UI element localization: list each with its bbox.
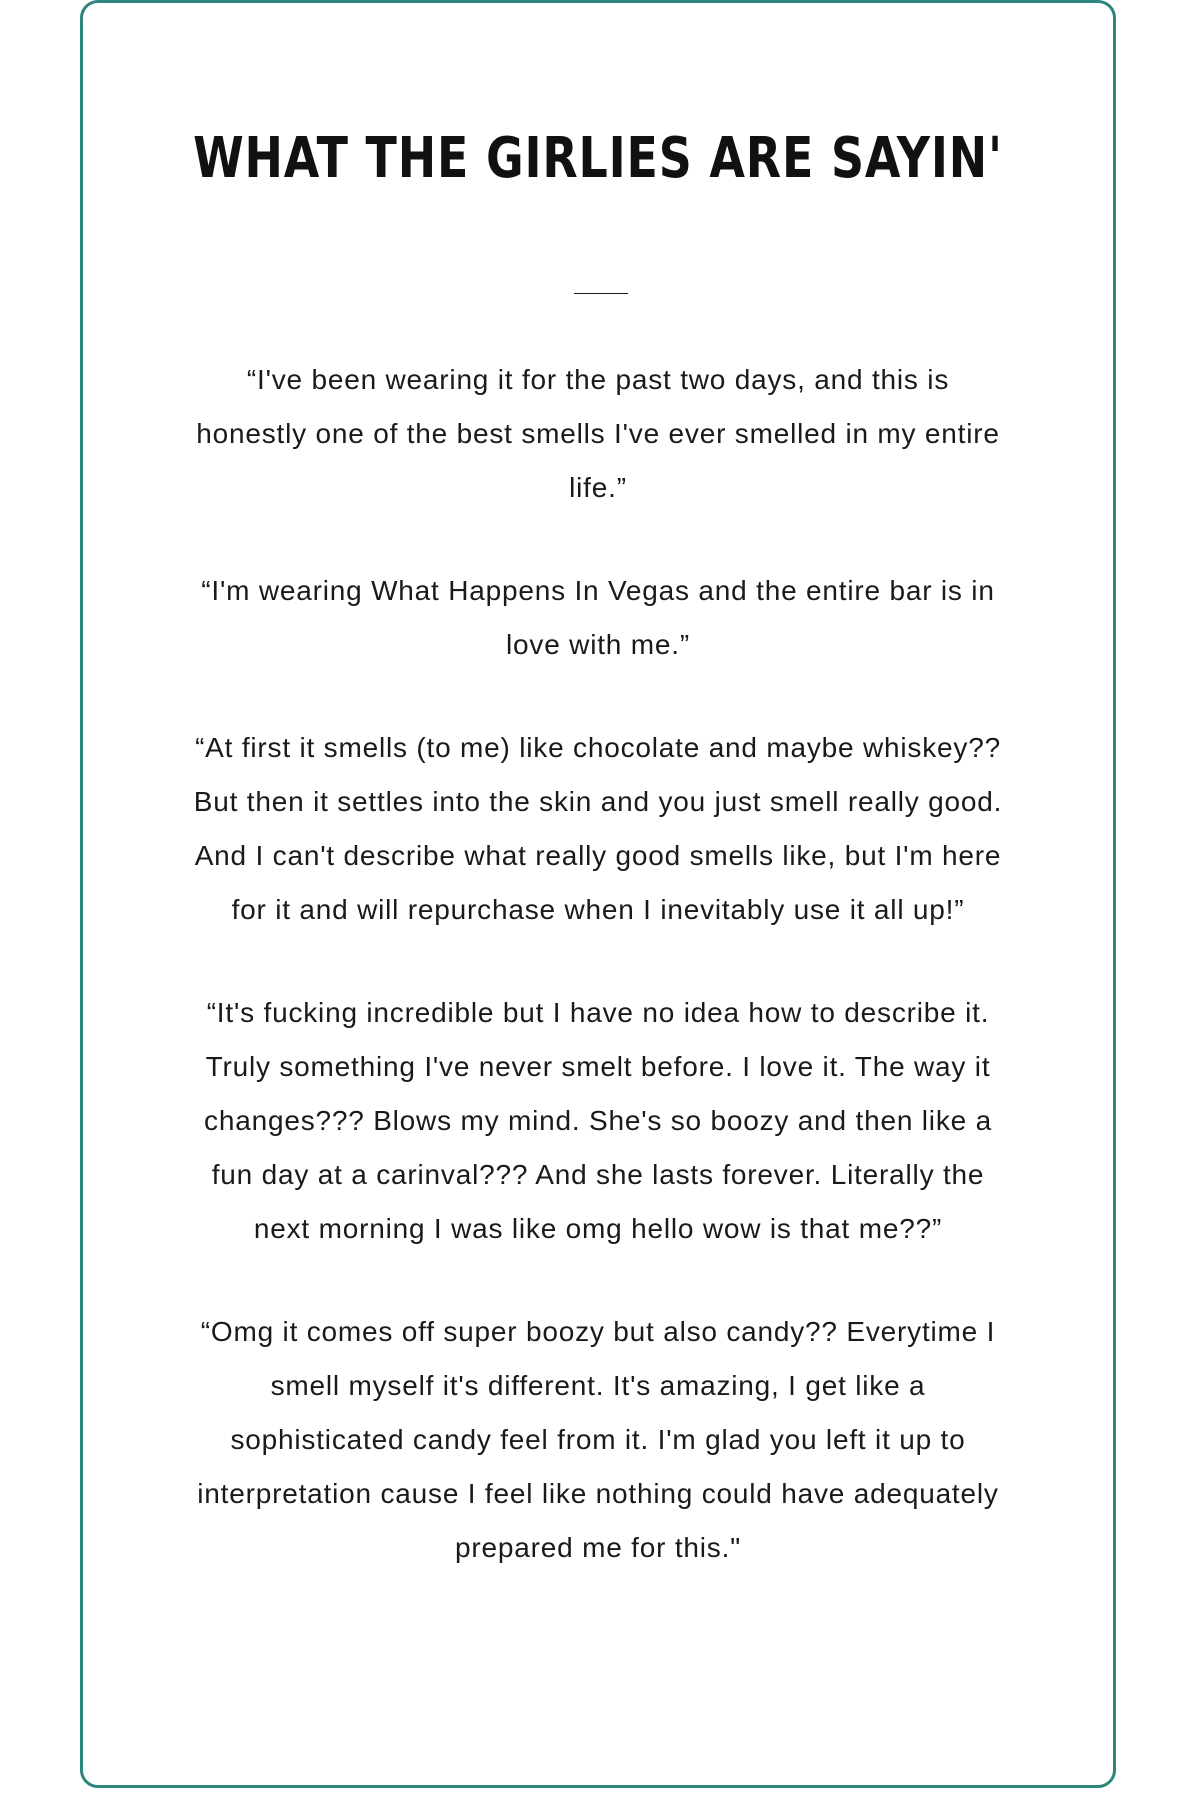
review-quote: “At first it smells (to me) like chocolate and maybe whiskey?? But then it settles into the skin and you just smell really good. And I can't describe what really good smells like, but I'm here for it and will repurchase when I inevitably use it all up!”: [193, 732, 1003, 925]
review-quote: “I've been wearing it for the past two days, and this is honestly one of the best smells I've ever smelled in my entire life.”: [196, 364, 1000, 503]
reviews-list: [193, 353, 1003, 1624]
review-quote: “It's fucking incredible but I have no idea how to describe it. Truly something I've never smelt before. I love it. The way it changes??? Blows my mind. She's so boozy and then like a fun day at a carinval??? And she lasts forever. Literally the next morning I was like omg hello wow is that me??”: [204, 997, 992, 1244]
review-quote: “Omg it comes off super boozy but also candy?? Everytime I smell myself it's different. It's amazing, I get like a sophisticated candy feel from it. I'm glad you left it up to interpretation cause I feel like nothing could have adequately prepared me for this.": [197, 1316, 999, 1563]
section-title: WHAT THE GIRLIES ARE SAYIN': [193, 126, 1003, 191]
review-quote: “I'm wearing What Happens In Vegas and the entire bar is in love with me.”: [201, 575, 995, 660]
title-divider: [574, 293, 628, 294]
testimonials-card: [80, 0, 1116, 1788]
